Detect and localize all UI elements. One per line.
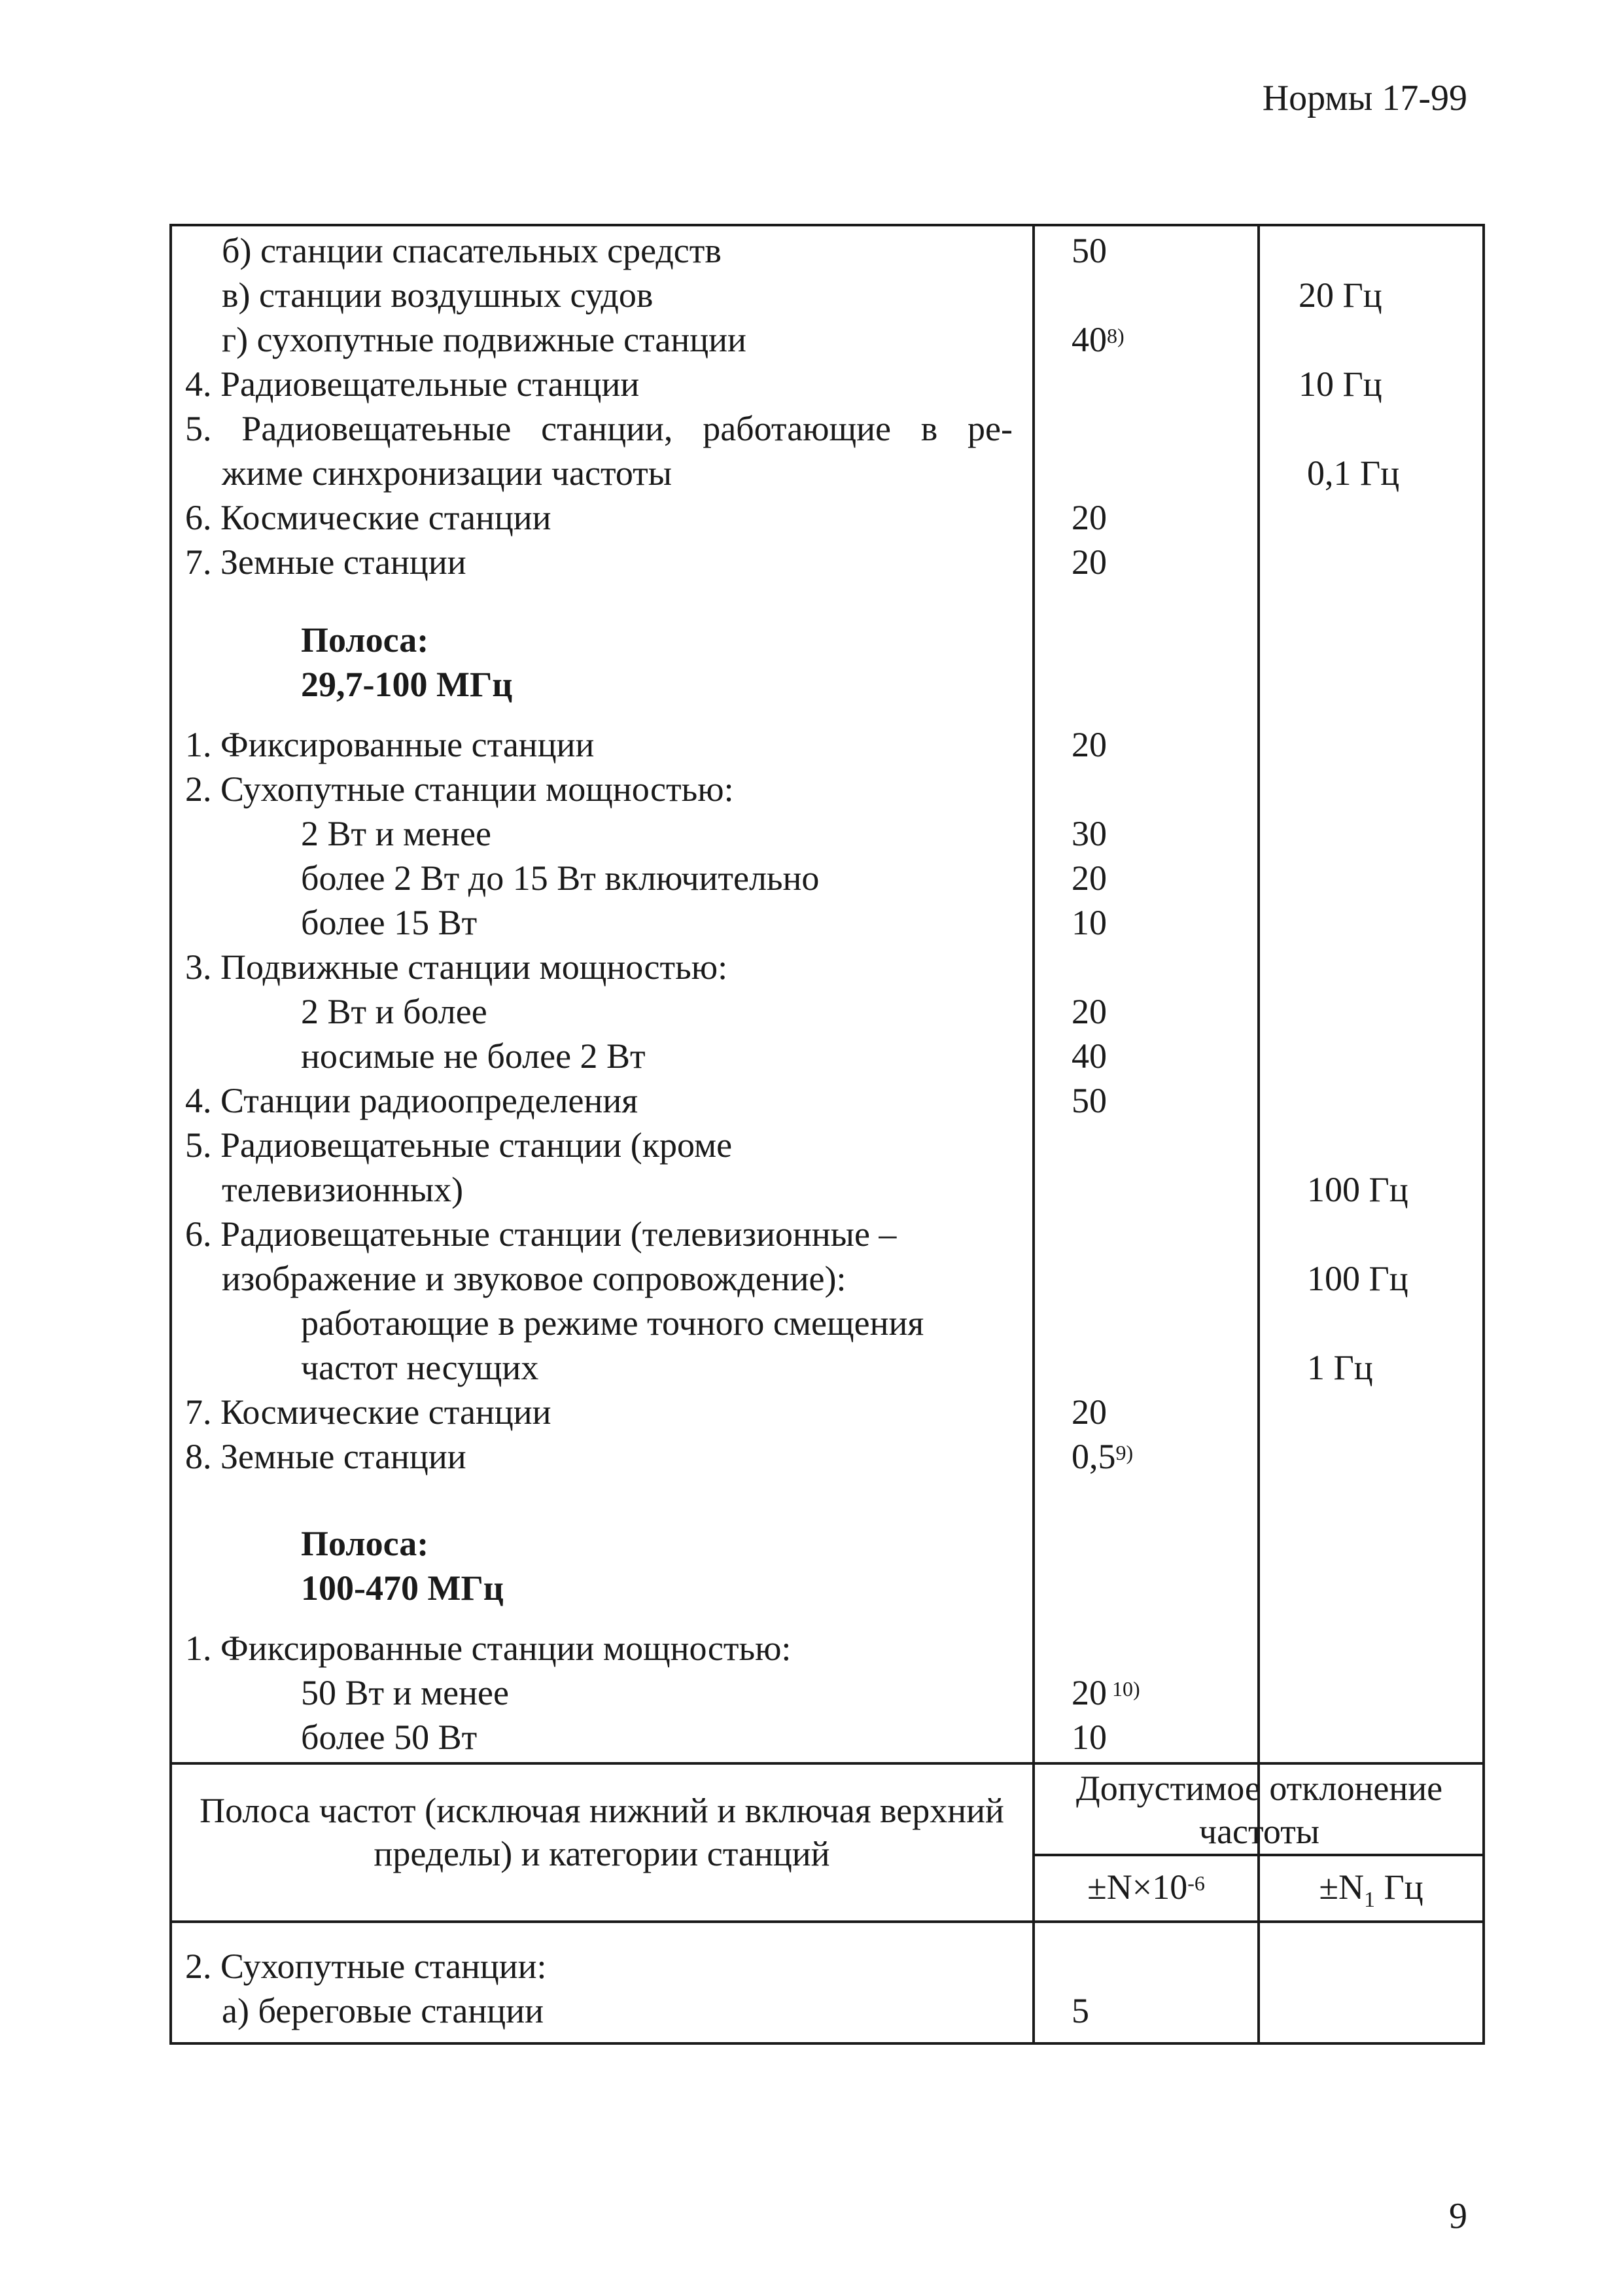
row-value: 20 (1072, 858, 1107, 898)
table-divider-1 (1032, 224, 1035, 2045)
row-label: более 50 Вт (301, 1718, 478, 1757)
row-label: частот несущих (301, 1348, 539, 1387)
header-group-border (1032, 1854, 1485, 1856)
table-top-border (169, 224, 1485, 226)
row-label: 6. Космические станции (185, 498, 551, 537)
page-number: 9 (1449, 2196, 1467, 2236)
row-value: 10 (1072, 1718, 1107, 1757)
row-value: 20 (1072, 1392, 1107, 1432)
row-label: телевизионных) (222, 1170, 464, 1209)
row-value: 10 (1072, 903, 1107, 942)
header-hz: $\pm N_1$ Гц (1319, 1867, 1423, 1912)
row-label: а) береговые станции (222, 1991, 544, 2030)
row-value: 20 $^{10)}$ (1072, 1673, 1140, 1712)
band-heading: Полоса: (301, 1524, 429, 1563)
row-value: 0,5$^{9)}$ (1072, 1437, 1134, 1476)
row-value: 50 (1072, 231, 1107, 270)
row-value: 20 (1072, 725, 1107, 764)
row-value: 30 (1072, 814, 1107, 853)
row-label: жиме синхронизации частоты (222, 453, 672, 493)
row-label: в) станции воздушных судов (222, 275, 654, 315)
row-label: 2 Вт и более (301, 992, 487, 1031)
row-label: б) станции спасательных средств (222, 231, 722, 270)
header-band-category: Полоса частот (исключая нижний и включая верхний пределы) и категории станций (200, 1791, 1004, 1873)
header-tolerance-group: Допустимое отклонение частоты (1075, 1769, 1443, 1851)
row-label: 8. Земные станции (185, 1437, 466, 1476)
band-heading: 29,7-100 МГц (301, 665, 513, 704)
row-hz: 10 Гц (1299, 364, 1382, 404)
row-label: 5. Радиовещатеьные станции (кроме (185, 1125, 733, 1165)
row-label: г) сухопутные подвижные станции (222, 320, 746, 359)
header-ppm: $\pm N\times 10^{-6}$ (1087, 1867, 1205, 1907)
row-label: 6. Радиовещатеьные станции (телевизионные – (185, 1214, 897, 1254)
row-label: 1. Фиксированные станции (185, 725, 595, 764)
row-label: более 2 Вт до 15 Вт включительно (301, 858, 820, 898)
row-label: 4. Станции радиоопределения (185, 1081, 638, 1120)
row-value: 5 (1072, 1991, 1089, 2030)
row-label: 7. Земные станции (185, 542, 466, 582)
row-hz: 0,1 Гц (1307, 453, 1400, 493)
row-label: 2 Вт и менее (301, 814, 491, 853)
row-hz: 1 Гц (1307, 1348, 1373, 1387)
row-label: 7. Космические станции (185, 1392, 551, 1432)
table-right-border (1482, 224, 1485, 2045)
footnote-ref: 8) (1107, 324, 1125, 347)
footnote-ref: 9) (1115, 1441, 1134, 1464)
row-hz: 100 Гц (1307, 1259, 1408, 1298)
row-value: 20 (1072, 992, 1107, 1031)
header-top-border (169, 1762, 1485, 1765)
row-label: 50 Вт и менее (301, 1673, 509, 1712)
band-heading: Полоса: (301, 620, 429, 660)
row-label: 3. Подвижные станции мощностью: (185, 947, 728, 987)
row-value: 40$^{8)}$ (1072, 320, 1125, 359)
row-label: носимые не более 2 Вт (301, 1036, 646, 1076)
running-header: Нормы 17-99 (1262, 78, 1467, 118)
band-heading: 100-470 МГц (301, 1568, 504, 1608)
row-value: 40 (1072, 1036, 1107, 1076)
row-label: более 15 Вт (301, 903, 478, 942)
row-label: 5. Радиовещатеьные станции, работающие в ре- (185, 409, 1013, 448)
row-label: 2. Сухопутные станции мощностью: (185, 769, 734, 809)
table-left-border (169, 224, 172, 2045)
row-hz: 100 Гц (1307, 1170, 1408, 1209)
row-hz: 20 Гц (1299, 275, 1382, 315)
row-value: 50 (1072, 1081, 1107, 1120)
footnote-ref: 10) (1107, 1677, 1140, 1701)
row-value: 20 (1072, 498, 1107, 537)
row-label: 2. Сухопутные станции: (185, 1947, 547, 1986)
row-label: 1. Фиксированные станции мощностью: (185, 1629, 792, 1668)
row-value: 20 (1072, 542, 1107, 582)
row-label: работающие в режиме точного смещения (301, 1303, 924, 1343)
row-label: изображение и звуковое сопровождение): (222, 1259, 846, 1298)
row-label: 4. Радиовещательные станции (185, 364, 640, 404)
table-bottom-border (169, 2042, 1485, 2045)
